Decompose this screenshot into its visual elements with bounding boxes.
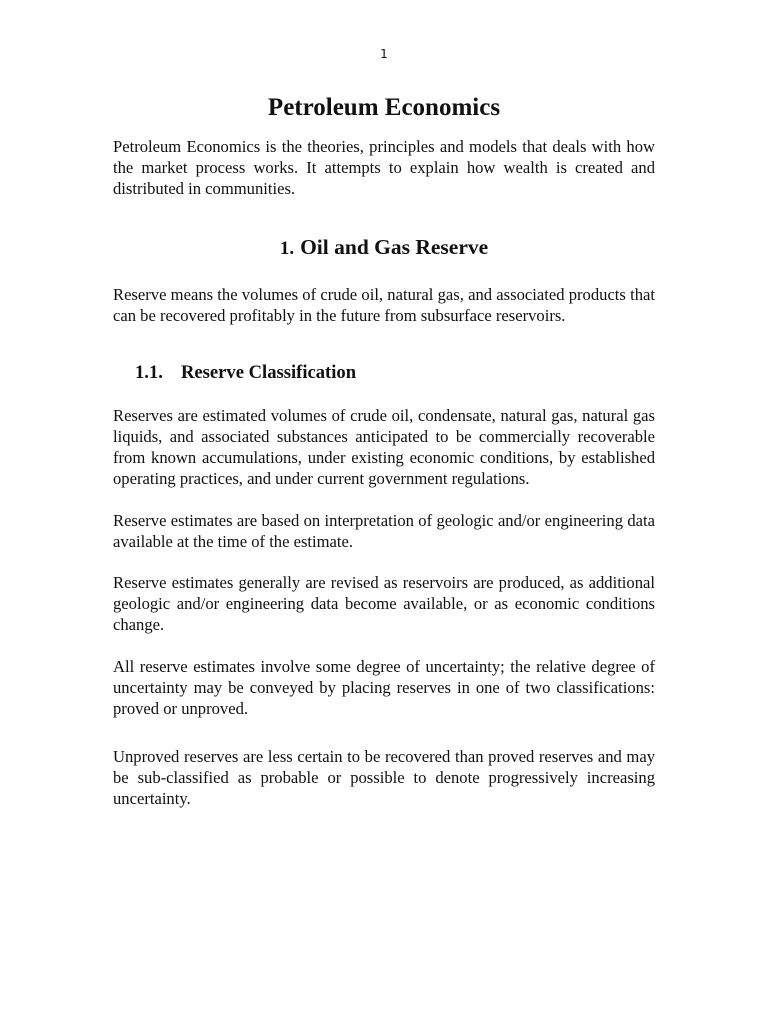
paragraph-reserves-definition: Reserves are estimated volumes of crude oil, condensate, natural gas, natural gas liquids, and associated substances anticipated to be commercially recoverable from known accumulations, under existing economic conditions, by established operating practices, and under current government regulations.: [113, 406, 655, 488]
section-paragraph: Reserve means the volumes of crude oil, natural gas, and associated products that can be recovered profitably in the future from subsurface reservoirs.: [113, 285, 655, 325]
paragraph-uncertainty: All reserve estimates involve some degree of uncertainty; the relative degree of uncertainty may be conveyed by placing reserves in one of two classifications: proved or unproved.: [113, 657, 655, 718]
paragraph-unproved-reserves: Unproved reserves are less certain to be recovered than proved reserves and may be sub-classified as probable or possible to denote progressively increasing uncertainty.: [113, 747, 655, 808]
subsection-title: Reserve Classification: [181, 362, 357, 383]
subsection-number: 1.1.: [135, 362, 163, 383]
paragraph-reserve-revisions: Reserve estimates generally are revised as reservoirs are produced, as additional geologic and/or engineering data become available, or as economic conditions change.: [113, 573, 655, 634]
section-heading: [0, 233, 768, 263]
intro-paragraph: Petroleum Economics is the theories, principles and models that deals with how the market process works. It attempts to explain how wealth is created and distributed in communities.: [113, 137, 655, 198]
document-title: Petroleum Economics: [267, 94, 501, 121]
page-number: 1: [380, 47, 388, 61]
section-number: 1.: [279, 238, 295, 259]
subsection-heading: [135, 360, 356, 386]
section-title: Oil and Gas Reserve: [300, 235, 489, 259]
paragraph-reserve-estimates-basis: Reserve estimates are based on interpretation of geologic and/or engineering data available at the time of the estimate.: [113, 511, 655, 551]
